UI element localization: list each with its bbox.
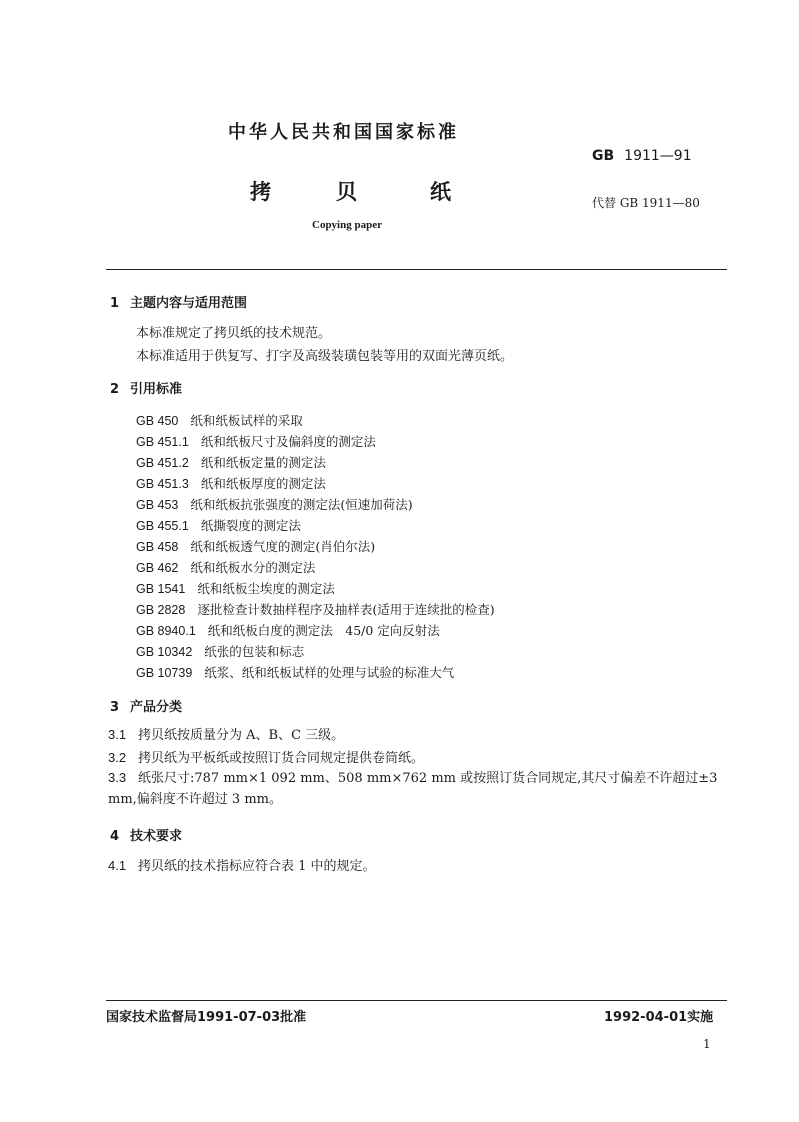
- reference-code: GB 453: [136, 498, 179, 512]
- standard-prefix: GB: [592, 148, 615, 164]
- footer-divider: [106, 1000, 727, 1001]
- section-title: 技术要求: [130, 829, 183, 844]
- section-3-heading: [110, 696, 182, 715]
- english-title: Copying paper: [312, 219, 382, 231]
- section-1-heading: [110, 292, 247, 311]
- reference-title: 纸和纸板尘埃度的测定法: [197, 581, 335, 596]
- reference-title: 纸和纸板水分的测定法: [190, 560, 316, 575]
- reference-item: [136, 621, 440, 639]
- section-title: 产品分类: [130, 700, 183, 715]
- title-char-1: 拷: [250, 180, 271, 204]
- reference-title: 纸和纸板试样的采取: [190, 413, 303, 428]
- clause: [108, 724, 344, 743]
- section-number: 1: [110, 296, 120, 311]
- clause-number: 3.1: [108, 727, 127, 742]
- reference-item: [136, 474, 326, 492]
- national-standard-heading: 中华人民共和国国家标准: [228, 122, 459, 143]
- approval-note: 国家技术监督局1991-07-03批准: [106, 1010, 307, 1025]
- reference-title: 纸和纸板定量的测定法: [200, 455, 326, 470]
- reference-title: 纸张的包装和标志: [204, 644, 305, 659]
- reference-code: GB 1541: [136, 582, 186, 596]
- reference-code: GB 451.2: [136, 456, 189, 470]
- reference-code: GB 462: [136, 561, 179, 575]
- reference-item: [136, 558, 315, 576]
- reference-item: [136, 663, 454, 681]
- section-title: 引用标准: [130, 382, 183, 397]
- reference-code: GB 455.1: [136, 519, 189, 533]
- section-number: 3: [110, 700, 120, 715]
- reference-item: [136, 516, 301, 534]
- reference-item: [136, 432, 376, 450]
- clause: [108, 767, 728, 810]
- reference-title: 纸和纸板尺寸及偏斜度的测定法: [200, 434, 376, 449]
- clause-text: 纸张尺寸:787 mm×1 092 mm、508 mm×762 mm 或按照订货合同规定,其尺寸偏差不许超过±3 mm,偏斜度不许超过 3 mm。: [108, 771, 718, 807]
- reference-title: 纸和纸板厚度的测定法: [200, 476, 326, 491]
- reference-item: [136, 600, 495, 618]
- page-number: 1: [703, 1037, 711, 1051]
- reference-code: GB 2828: [136, 603, 186, 617]
- reference-item: [136, 453, 326, 471]
- reference-title: 逐批检查计数抽样程序及抽样表(适用于连续批的检查): [197, 602, 495, 617]
- clause-number: 3.3: [108, 770, 127, 785]
- reference-code: GB 8940.1: [136, 624, 196, 638]
- reference-title: 纸撕裂度的测定法: [200, 518, 301, 533]
- section-number: 4: [110, 829, 120, 844]
- reference-code: GB 451.3: [136, 477, 189, 491]
- reference-code: GB 10739: [136, 666, 193, 680]
- section-number: 2: [110, 382, 120, 397]
- clause: [108, 747, 424, 766]
- clause-number: 3.2: [108, 750, 127, 765]
- paragraph: 本标准规定了拷贝纸的技术规范。: [136, 326, 332, 341]
- section-2-heading: [110, 378, 182, 397]
- reference-item: [136, 537, 375, 555]
- reference-title: 纸和纸板透气度的测定(肖伯尔法): [190, 539, 376, 554]
- title-char-3: 纸: [430, 180, 451, 204]
- clause-text: 拷贝纸为平板纸或按照订货合同规定提供卷筒纸。: [138, 751, 425, 766]
- standard-code: 1911—91: [624, 148, 692, 164]
- section-title: 主题内容与适用范围: [130, 296, 248, 311]
- reference-item: [136, 579, 335, 597]
- effective-date: 1992-04-01实施: [604, 1010, 714, 1025]
- replaces-note: 代替 GB 1911—80: [592, 196, 700, 210]
- reference-title: 纸浆、纸和纸板试样的处理与试验的标准大气: [204, 665, 455, 680]
- reference-title: 纸和纸板白度的测定法 45/0 定向反射法: [207, 623, 440, 638]
- title-char-2: 贝: [336, 180, 357, 204]
- reference-code: GB 451.1: [136, 435, 189, 449]
- clause-number: 4.1: [108, 858, 127, 873]
- clause-text: 拷贝纸按质量分为 A、B、C 三级。: [138, 728, 345, 743]
- section-4-heading: [110, 825, 182, 844]
- paragraph: 本标准适用于供复写、打字及高级装璜包装等用的双面光薄页纸。: [136, 349, 514, 364]
- reference-title: 纸和纸板抗张强度的测定法(恒速加荷法): [190, 497, 413, 512]
- standard-number: [592, 148, 692, 164]
- clause: [108, 855, 376, 874]
- reference-item: [136, 642, 304, 660]
- reference-code: GB 458: [136, 540, 179, 554]
- header-divider: [106, 269, 727, 270]
- reference-item: [136, 495, 413, 513]
- clause-text: 拷贝纸的技术指标应符合表 1 中的规定。: [138, 859, 376, 874]
- reference-item: [136, 411, 303, 429]
- reference-code: GB 10342: [136, 645, 193, 659]
- reference-code: GB 450: [136, 414, 179, 428]
